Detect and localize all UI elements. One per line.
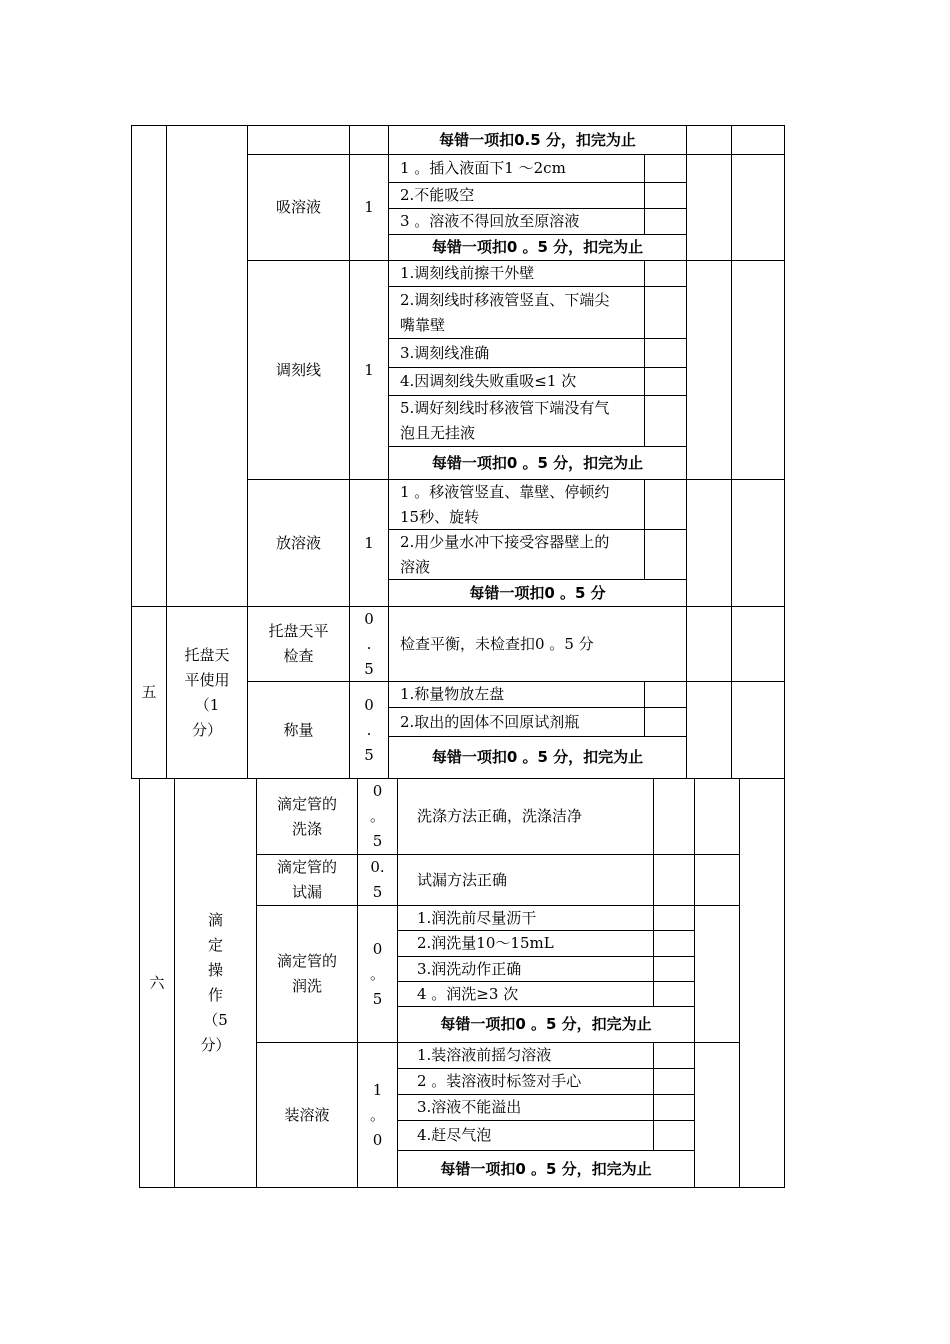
- criterion-item: 1 。插入液面下1 ～2cm: [400, 159, 566, 177]
- criterion-item: 2.润洗量10～15mL: [417, 934, 554, 952]
- criterion-item: 1.称量物放左盘: [400, 685, 505, 703]
- section-title-wu: 托盘天 平使用 （1 分）: [184, 645, 230, 739]
- step-name-rinse: 滴定管的 润洗: [276, 952, 337, 995]
- criterion-item: 1 。移液管竖直、靠壁、停顿约 15秒、旋转: [400, 482, 610, 526]
- step-name-balance-check: 托盘天平 检查: [268, 622, 329, 665]
- deduction-note: 每错一项扣0 。5 分，扣完为止: [440, 1159, 652, 1178]
- criterion-item: 1.调刻线前擦干外壁: [400, 264, 535, 282]
- step-name-fangrongye: 放溶液: [275, 533, 321, 552]
- criterion-item: 1.润洗前尽量沥干: [417, 908, 537, 927]
- criterion-item: 4 。润洗≥3 次: [417, 984, 519, 1003]
- step-name-wash: 滴定管的 洗涤: [276, 794, 337, 838]
- step-score-leak: 0. 5: [370, 858, 385, 901]
- section-title-liu: 滴 定 操 作 （5 分）: [200, 911, 231, 1054]
- step-name-xirongye: 吸溶液: [275, 198, 321, 216]
- deduction-note: 每错一项扣0 。5 分，扣完为止: [431, 748, 644, 766]
- step-score-kexian: 1: [364, 360, 374, 379]
- step-score-wash: 0 。 5: [369, 782, 385, 850]
- step-score-xirongye: 1: [364, 198, 374, 216]
- criterion-item: 3.溶液不能溢出: [417, 1098, 522, 1116]
- criterion-item: 2 。装溶液时标签对手心: [417, 1072, 582, 1090]
- step-name-leak: 滴定管的 试漏: [276, 858, 337, 901]
- criterion-item: 3.调刻线准确: [400, 343, 490, 362]
- section-number-wu: 五: [141, 683, 157, 701]
- criterion-item: 2.不能吸空: [400, 186, 475, 204]
- criterion-item: 3 。溶液不得回放至原溶液: [400, 212, 580, 230]
- deduction-note: 每错一项扣0 。5 分: [469, 583, 606, 602]
- step-name-weigh: 称量: [283, 720, 314, 739]
- criterion-item: 检查平衡，未检查扣0 。5 分: [400, 634, 594, 653]
- step-score-fill: 1 。 0: [369, 1080, 385, 1149]
- deduction-note: 每错一项扣0.5 分，扣完为止: [439, 130, 636, 149]
- step-score-weigh: 0 . 5: [364, 695, 374, 764]
- criterion-item: 2.取出的固体不回原试剂瓶: [400, 712, 580, 731]
- criterion-item: 试漏方法正确: [417, 870, 508, 889]
- criterion-item: 3.润洗动作正确: [417, 959, 522, 978]
- criterion-item: 4.赶尽气泡: [417, 1126, 492, 1144]
- section-number-liu: 六: [149, 973, 165, 992]
- criterion-item: 4.因调刻线失败重吸≤1 次: [400, 372, 577, 390]
- criterion-item: 5.调好刻线时移液管下端没有气 泡且无挂液: [400, 399, 610, 442]
- criterion-item: 洗涤方法正确，洗涤洁净: [417, 807, 583, 825]
- step-name-fill: 装溶液: [284, 1105, 330, 1124]
- step-score-rinse: 0 。 5: [369, 939, 385, 1008]
- criterion-item: 2.调刻线时移液管竖直、下端尖 嘴靠壁: [400, 290, 610, 334]
- step-score-fangrongye: 1: [364, 533, 374, 552]
- deduction-note: 每错一项扣0 。5 分，扣完为止: [431, 453, 644, 472]
- deduction-note: 每错一项扣0 。5 分，扣完为止: [431, 238, 644, 256]
- deduction-note: 每错一项扣0 。5 分，扣完为止: [440, 1015, 652, 1033]
- step-name-kexian: 调刻线: [275, 360, 321, 379]
- criterion-item: 1.装溶液前摇匀溶液: [417, 1046, 552, 1064]
- step-score-balance-check: 0 . 5: [364, 609, 374, 678]
- criterion-item: 2.用少量水冲下接受容器壁上的 溶液: [400, 532, 610, 576]
